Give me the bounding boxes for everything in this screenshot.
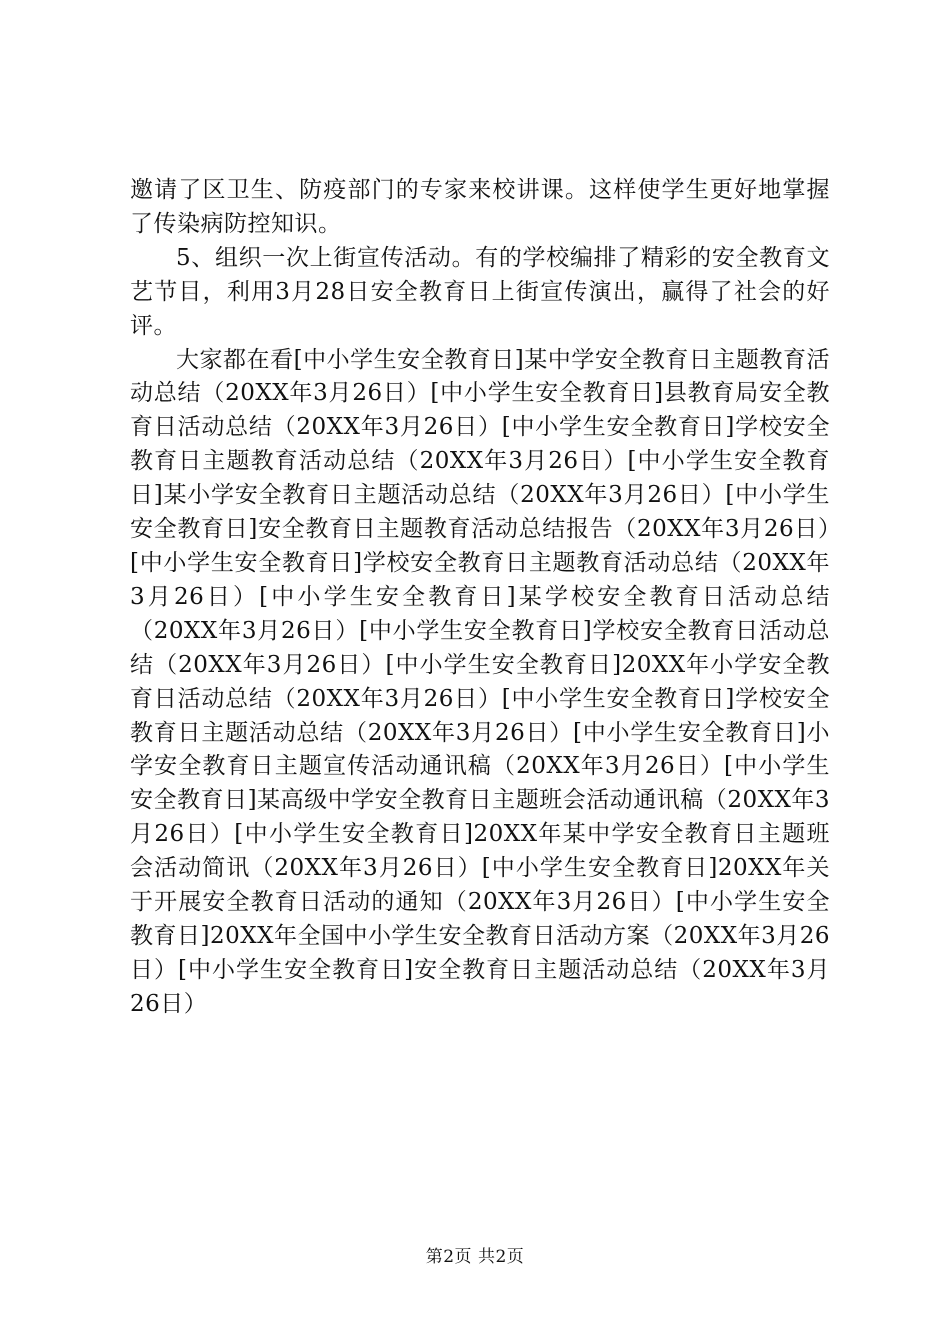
paragraph-related-reading: 大家都在看[中小学生安全教育日]某中学安全教育日主题教育活动总结（20XX年3月26日）[中小学生安全教育日]县教育局安全教育日活动总结（20XX年3月26日）[中小学生安全教育日]学校安全教育日主题教育活动总结（20XX年3月26日）[中小学生安全教育日]某小学安全教育日主题活动总结（20XX年3月26日）[中小学生安全教育日]安全教育日主题教育活动总结报告（20XX年3月26日）[中小学生安全教育日]学校安全教育日主题教育活动总结（20XX年3月26日）[中小学生安全教育日]某学校安全教育日活动总结（20XX年3月26日）[中小学生安全教育日]学校安全教育日活动总结（20XX年3月26日）[中小学生安全教育日]20XX年小学安全教育日活动总结（20XX年3月26日）[中小学生安全教育日]学校安全教育日主题活动总结（20XX年3月26日）[中小学生安全教育日]小学安全教育日主题宣传活动通讯稿（20XX年3月26日）[中小学生安全教育日]某高级中学安全教育日主题班会活动通讯稿（20XX年3月26日）[中小学生安全教育日]20XX年某中学安全教育日主题班会活动简讯（20XX年3月26日）[中小学生安全教育日]20XX年关于开展安全教育日活动的通知（20XX年3月26日）[中小学生安全教育日]20XX年全国中小学生安全教育日活动方案（20XX年3月26日）[中小学生安全教育日]安全教育日主题活动总结（20XX年3月26日）	[130, 346, 830, 1017]
paragraph-continuation: 邀请了区卫生、防疫部门的专家来校讲课。这样使学生更好地掌握了传染病防控知识。	[130, 177, 830, 237]
paragraph-item-5: 5、组织一次上街宣传活动。有的学校编排了精彩的安全教育文艺节目，利用3月28日安全教育日上街宣传演出，赢得了社会的好评。	[130, 244, 830, 339]
document-body	[130, 174, 830, 1022]
page-number-footer: 第2页 共2页	[425, 1247, 525, 1267]
